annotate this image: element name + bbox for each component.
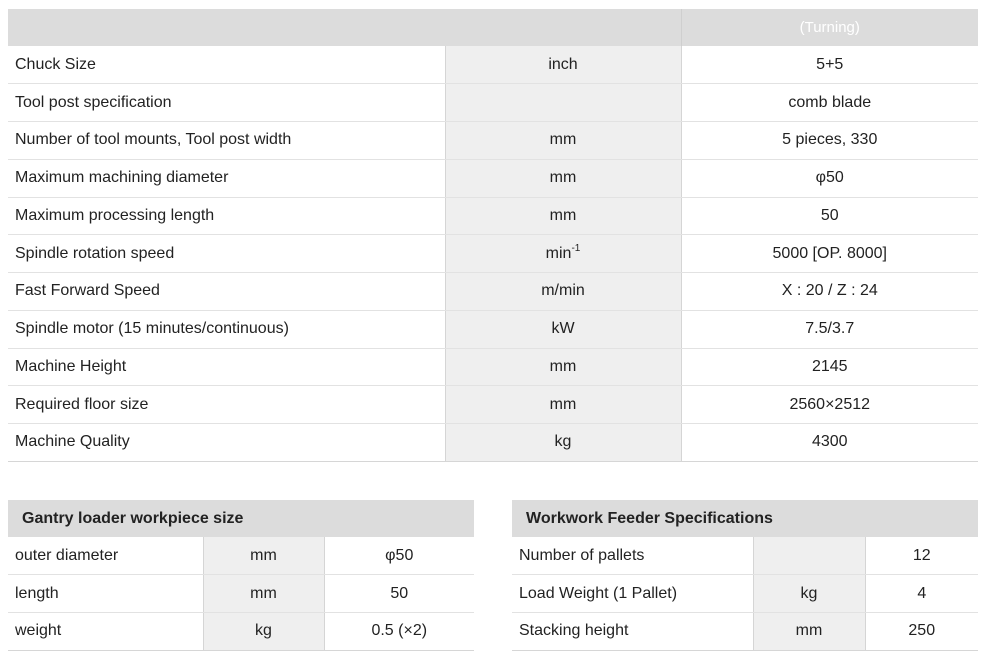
spec-label: Fast Forward Speed xyxy=(8,273,445,311)
spec-value: φ50 xyxy=(324,537,474,575)
spec-value: 5+5 xyxy=(681,46,978,84)
table-row xyxy=(512,575,978,613)
spec-label: length xyxy=(8,575,203,613)
spec-unit: mm xyxy=(753,613,865,651)
spec-value: φ50 xyxy=(681,159,978,197)
spec-unit: mm xyxy=(203,575,324,613)
spec-value: 4 xyxy=(865,575,978,613)
spec-unit xyxy=(445,235,681,273)
unit-exponent: -1 xyxy=(571,242,581,254)
table-row xyxy=(8,159,978,197)
table-row xyxy=(8,197,978,235)
spec-value: 12 xyxy=(865,537,978,575)
spec-unit: mm xyxy=(445,197,681,235)
table-row xyxy=(8,84,978,122)
spec-value: 4300 xyxy=(681,424,978,462)
spec-label: Spindle motor (15 minutes/continuous) xyxy=(8,310,445,348)
table-row xyxy=(8,537,474,575)
table-row xyxy=(8,273,978,311)
gantry-loader-table xyxy=(8,500,474,651)
spec-unit: kg xyxy=(203,613,324,651)
table-row xyxy=(8,46,978,84)
spec-label: Maximum machining diameter xyxy=(8,159,445,197)
spec-unit: kW xyxy=(445,310,681,348)
header-unit-cell xyxy=(445,9,681,46)
spec-label: weight xyxy=(8,613,203,651)
spec-label: Machine Quality xyxy=(8,424,445,462)
spec-unit: kg xyxy=(445,424,681,462)
table-row xyxy=(8,122,978,160)
spec-value: 5000 [OP. 8000] xyxy=(681,235,978,273)
table-row xyxy=(8,575,474,613)
spec-value: 0.5 (×2) xyxy=(324,613,474,651)
spec-value: comb blade xyxy=(681,84,978,122)
spec-value: 2145 xyxy=(681,348,978,386)
spec-unit: mm xyxy=(445,386,681,424)
header-label-cell xyxy=(8,9,445,46)
spec-unit xyxy=(445,84,681,122)
spec-label: Tool post specification xyxy=(8,84,445,122)
spec-label: Machine Height xyxy=(8,348,445,386)
spec-value: 250 xyxy=(865,613,978,651)
table-row xyxy=(8,386,978,424)
spec-label: outer diameter xyxy=(8,537,203,575)
table-row xyxy=(8,310,978,348)
spec-label: Load Weight (1 Pallet) xyxy=(512,575,753,613)
spec-label: Number of pallets xyxy=(512,537,753,575)
spec-value: 2560×2512 xyxy=(681,386,978,424)
spec-unit: mm xyxy=(203,537,324,575)
spec-label: Stacking height xyxy=(512,613,753,651)
table-row xyxy=(512,537,978,575)
spec-label: Number of tool mounts, Tool post width xyxy=(8,122,445,160)
workwork-feeder-table xyxy=(512,500,978,651)
machine-spec-table xyxy=(8,9,978,462)
table-row xyxy=(8,348,978,386)
spec-label: Chuck Size xyxy=(8,46,445,84)
unit-base: min xyxy=(545,244,572,262)
spec-unit: mm xyxy=(445,159,681,197)
spec-unit: inch xyxy=(445,46,681,84)
table-row xyxy=(8,424,978,462)
spec-value: 50 xyxy=(324,575,474,613)
spec-value: 50 xyxy=(681,197,978,235)
spec-unit: kg xyxy=(753,575,865,613)
table-row xyxy=(512,613,978,651)
spec-label: Spindle rotation speed xyxy=(8,235,445,273)
spec-unit xyxy=(753,537,865,575)
table-row xyxy=(8,613,474,651)
spec-value: 5 pieces, 330 xyxy=(681,122,978,160)
table-row xyxy=(8,235,978,273)
spec-label: Maximum processing length xyxy=(8,197,445,235)
header-turning-cell: (Turning) xyxy=(681,9,978,46)
spec-unit: mm xyxy=(445,348,681,386)
spec-label: Required floor size xyxy=(8,386,445,424)
gantry-table-title: Gantry loader workpiece size xyxy=(8,500,474,537)
spec-unit: m/min xyxy=(445,273,681,311)
gantry-table-header xyxy=(8,500,474,537)
feeder-table-header xyxy=(512,500,978,537)
spec-table-header xyxy=(8,9,978,46)
spec-value: X : 20 / Z : 24 xyxy=(681,273,978,311)
spec-value: 7.5/3.7 xyxy=(681,310,978,348)
spec-unit: mm xyxy=(445,122,681,160)
feeder-table-title: Workwork Feeder Specifications xyxy=(512,500,978,537)
